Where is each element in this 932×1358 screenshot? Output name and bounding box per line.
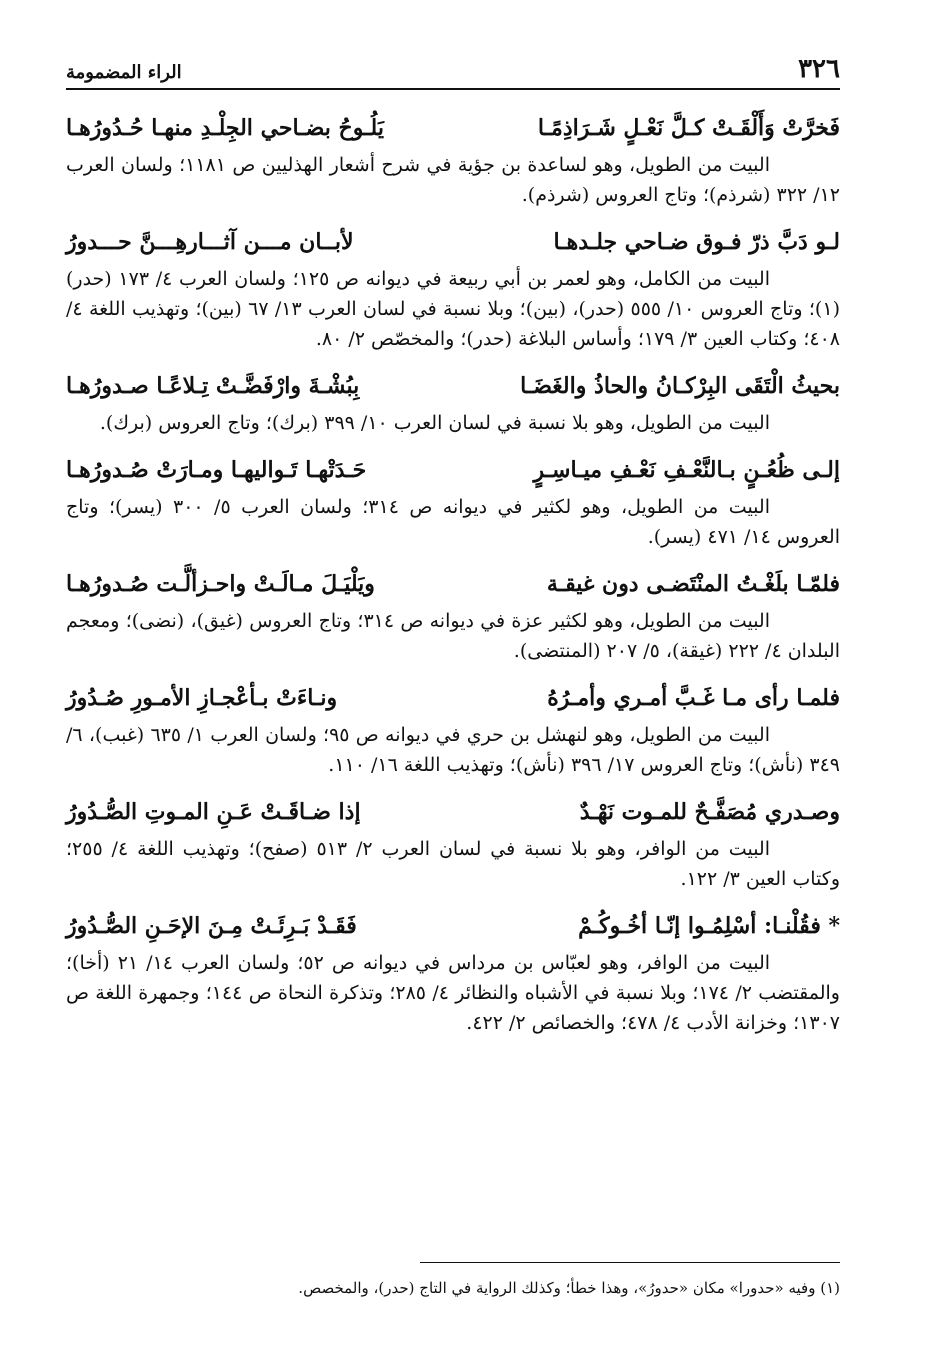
verse-entry [66,792,840,894]
verse-entry [66,564,840,666]
second-hemistich: لأبــان مـــن آثـــارهِـــنَّ حـــدورُ [66,229,354,255]
second-hemistich: حَـدَتْهـا تَـواليهـا ومـارَتْ صُـدورُهـا [66,457,367,483]
verse-entry [66,450,840,552]
page-body [66,108,840,1050]
first-hemistich: لـو دَبَّ ذرّ فـوق ضـاحي جلـدهـا [553,229,840,255]
verse-line [66,906,840,946]
verse-line [66,108,840,148]
verse-source-note: البيت من الطويل، وهو لكثير عزة في ديوانه ص ٣١٤؛ وتاج العروس (غيق)، (نضى)؛ ومعجم البلدان ٤/ ٢٢٢ (غيقة)، ٥/ ٢٠٧ (المنتضى). [66,610,840,662]
second-hemistich: ويَلْيَـلَ مـالَـتْ واحـزألَّـت صُـدورُهـا [66,571,375,597]
first-hemistich: بحيثُ الْتَقَى البِرْكـانُ والحاذُ والغَضَـا [520,373,840,399]
verse-line [66,222,840,262]
verse-source-note: البيت من الطويل، وهو لساعدة بن جؤية في شرح أشعار الهذليين ص ١١٨١؛ ولسان العرب ١٢/ ٣٢٢ (شرذم)؛ وتاج العروس (شرذم). [66,154,840,206]
page-number: ٣٢٦ [798,54,840,84]
second-hemistich: بِبُشْـةَ وارْفَضَّـتْ تِـلاعًـا صـدورُهـا [66,373,360,399]
first-hemistich: * فقُلْنـا: أسْلِمُـوا إنّـا أخُـوكُـمْ [578,913,840,939]
verse-line [66,564,840,604]
second-hemistich: يَلُـوحُ بضـاحي الجِلْـدِ منهـا حُـدُورُهـا [66,115,384,141]
second-hemistich: فَقَـدْ بَـرِئَـتْ مِـنَ الإحَـنِ الصُّـدُورُ [66,913,357,939]
verse-source-note: البيت من الطويل، وهو بلا نسبة في لسان العرب ١٠/ ٣٩٩ (برك)؛ وتاج العروس (برك). [99,412,770,434]
verse-entry [66,108,840,210]
verse-entry [66,366,840,438]
verse-source-note: البيت من الوافر، وهو بلا نسبة في لسان العرب ٢/ ٥١٣ (صفح)؛ وتهذيب اللغة ٤/ ٢٥٥؛ وكتاب العين ٣/ ١٢٢. [66,838,840,890]
second-hemistich: إذا ضـاقَـتْ عَـنِ المـوتِ الصُّـدُورُ [66,799,361,825]
verse-source-note: البيت من الطويل، وهو لنهشل بن حري في ديوانه ص ٩٥؛ ولسان العرب ١/ ٦٣٥ (غبب)، ٦/ ٣٤٩ (نأش)؛ وتاج العروس ١٧/ ٣٩٦ (نأش)؛ وتهذيب اللغة ١٦/ ١١٠. [66,724,840,776]
verse-entry [66,678,840,780]
first-hemistich: وصـدري مُصَفَّـحٌ للمـوت نَهْـدٌ [579,799,840,825]
verse-entry [66,222,840,354]
verse-source-note: البيت من الكامل، وهو لعمر بن أبي ربيعة في ديوانه ص ١٢٥؛ ولسان العرب ٤/ ١٧٣ (حدر)(١)؛ وتاج العروس ١٠/ ٥٥٥ (حدر)، (بين)؛ وبلا نسبة في لسان العرب ١٣/ ٦٧ (بين)؛ وتهذيب اللغة ٤/ ٤٠٨؛ وكتاب العين ٣/ ١٧٩؛ وأساس البلاغة (حدر)؛ والمخصّص ٢/ ٨٠. [66,268,840,350]
verse-entry [66,906,840,1038]
first-hemistich: فَخرَّتْ وَأَلْقَـتْ كـلَّ نَعْـلٍ شَـرَاذِمًـا [537,115,840,141]
footnote: (١) وفيه «حدورا» مكان «حدورُ»، وهذا خطأ؛ وكذلك الرواية في التاج (حدر)، والمخصص. [298,1279,840,1297]
first-hemistich: إلـى ظُعُـنٍ بـالنَّعْـفِ نَعْـفِ ميـاسِـرٍ [533,457,840,483]
verse-line [66,450,840,490]
verse-line [66,366,840,406]
verse-source-note: البيت من الطويل، وهو لكثير في ديوانه ص ٣١٤؛ ولسان العرب ٥/ ٣٠٠ (يسر)؛ وتاج العروس ١٤/ ٤٧١ (يسر). [66,496,840,548]
verse-line [66,678,840,718]
footnote-divider [420,1262,840,1263]
verse-line [66,792,840,832]
page-header [66,54,840,90]
first-hemistich: فلمـا رأى مـا غَـبَّ أمـري وأمـرُهُ [547,685,840,711]
first-hemistich: فلمّـا بلَغْـتُ المنْتَضـى دون غيقـة [546,571,840,597]
running-title: الراء المضمومة [66,62,182,83]
verse-source-note: البيت من الوافر، وهو لعبّاس بن مرداس في ديوانه ص ٥٢؛ ولسان العرب ١٤/ ٢١ (أخا)؛ والمقتضب ٢/ ١٧٤؛ وبلا نسبة في الأشباه والنظائر ٤/ ٢٨٥؛ وتذكرة النحاة ص ١٤٤؛ وجمهرة اللغة ص ١٣٠٧؛ وخزانة الأدب ٤/ ٤٧٨؛ والخصائص ٢/ ٤٢٢. [66,952,840,1034]
second-hemistich: ونـاءَتْ بـأعْجـازِ الأمـورِ صُـدُورُ [66,685,338,711]
